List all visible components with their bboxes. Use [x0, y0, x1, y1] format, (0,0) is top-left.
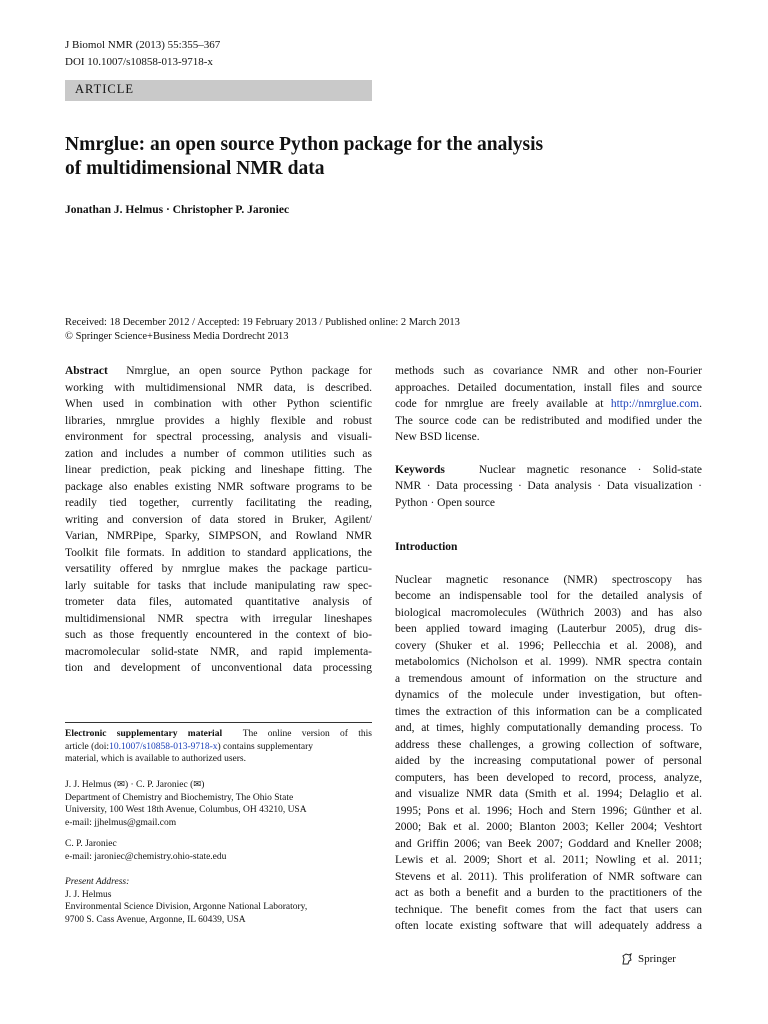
abstract-line: multidimensional NMR spectra with irregular lineshapes [65, 612, 372, 625]
abstract-line: linear prediction, peak picking and lineshape fitting. The [65, 464, 372, 476]
article-type-label: ARTICLE [75, 82, 135, 96]
introduction-heading: Introduction [395, 541, 458, 553]
article-type-bar [65, 80, 372, 101]
intro-line: biological macromolecules (Wüthrich 2003) and has also [395, 606, 702, 619]
intro-line: 1995; Pons et al. 1996; Hoch and Stern 1996; Günther et al. [395, 804, 702, 817]
intro-line: and, at times, highly computationally demanding process. To [395, 722, 702, 734]
intro-line: 2000; Bak et al. 2000; Blanton 2003; Keller 2004; Veshtort [395, 821, 702, 833]
keywords-line: NMR · Data processing · Data analysis · Data visualization · [395, 480, 702, 492]
abstract-line: When used in combination with other Python scientific [65, 398, 372, 410]
dates-line: Received: 18 December 2012 / Accepted: 19 February 2013 / Published online: 2 March 2013 [65, 317, 460, 328]
abstract-line: environment for spectral processing, analysis and visuali- [65, 431, 372, 443]
intro-line: act as both a benefit and a burden to the practitioners of the [395, 887, 702, 899]
abstract-line: readily tied together, currently facilitating the reading, [65, 497, 372, 509]
abstract-line: writing and conversion of data stored in Bruker, Agilent/ [65, 513, 372, 526]
intro-line: dynamics of the molecule under investigation, but often- [395, 689, 702, 701]
intro-line: metabolomics (Nicholson et al. 1999). NMR spectra contain [395, 656, 702, 668]
intro-line: and Griffin 2006; van Beek 2007; Goddard and Kneller 2008; [395, 837, 702, 850]
abstract-line: methods such as covariance NMR and other non-Fourier [395, 365, 702, 377]
journal-citation: J Biomol NMR (2013) 55:355–367 [65, 39, 221, 51]
intro-line: Lewis et al. 2009; Short et al. 2011; Nowling et al. 2011; [395, 854, 702, 866]
intro-line: a tremendous amount of information on the structure and [395, 672, 702, 685]
abstract-line: trometer data files, automated quantitative analysis of [65, 596, 372, 608]
copyright-line: © Springer Science+Business Media Dordrecht 2013 [65, 331, 289, 342]
keywords-line: Python · Open source [395, 496, 495, 509]
intro-line: become an indispensable tool for the detailed analysis of [395, 590, 702, 602]
intro-line: covery (Shuker et al. 1996; Pellecchia et al. 2008), and [395, 639, 702, 652]
publication-dates [65, 316, 460, 344]
author-list: Jonathan J. Helmus · Christopher P. Jaroniec [65, 204, 290, 216]
abstract-line: tion and development of unconventional data processing [65, 662, 372, 674]
abstract-line: working with multidimensional NMR data, is described. [65, 381, 372, 394]
abstract-line: larly suitable for tasks that include manipulating raw spec- [65, 579, 372, 592]
keywords-label: Keywords [395, 463, 445, 476]
intro-line: Stevens et al. 2011). This proliferation of NMR software can [395, 870, 702, 883]
intro-line: technique. The benefit comes from the fact that users can [395, 903, 702, 916]
abstract-line: such as those frequently encountered in the context of bio- [65, 629, 372, 641]
abstract-line: Abstract Nmrglue, an open source Python package for [65, 365, 372, 377]
present-address-note: Present Address: J. J. Helmus Environmental Science Division, Argonne National Laboratory, 9700 S. Cass Avenue, Argonne, IL 60439, USA [65, 877, 308, 925]
intro-line: times the extraction of this information can be a complicated [395, 705, 702, 718]
abstract-line: approaches. Detailed documentation, install files and source [395, 381, 702, 394]
publisher-name: Springer [638, 953, 676, 965]
springer-horse-icon [620, 952, 634, 966]
abstract-section [65, 363, 372, 677]
email-link[interactable]: e-mail: jaroniec@chemistry.ohio-state.edu [65, 851, 227, 862]
abstract-label: Abstract [65, 365, 108, 377]
esm-note: Electronic supplementary material The online version of this article (doi:10.1007/s10858-013-9718-x) contains supplementary material, which is available to authorized users. [65, 729, 372, 764]
esm-label: Electronic supplementary material [65, 729, 223, 739]
right-column [395, 363, 702, 935]
abstract-line: package also enables existing NMR software programs to be [65, 480, 372, 493]
abstract-line: Varian, NMRPipe, Sparky, SIMPSON, and Rowland NMR [65, 530, 372, 542]
abstract-line: The source code can be redistributed and modified under the [395, 414, 702, 427]
footnote-divider [65, 722, 372, 723]
abstract-line: Toolkit file formats. In addition to standard applications, the [65, 546, 372, 559]
nmrglue-link[interactable]: http://nmrglue.com [610, 398, 700, 410]
abstract-line: macromolecular solid-state NMR, and rapid implementa- [65, 645, 372, 658]
abstract-line: code for nmrglue are freely available at http://nmrglue.com. [395, 398, 702, 410]
intro-line: been applied toward imaging (Lauterbur 2005), drug dis- [395, 623, 702, 635]
abstract-line: New BSD license. [395, 431, 480, 443]
intro-line: often locate existing software that will adequately address a [395, 920, 702, 932]
second-author-note: C. P. Jaroniec e-mail: jaroniec@chemistry.ohio-state.edu [65, 838, 372, 863]
intro-line: computers, has been developed to record, process, analyze, [395, 771, 702, 784]
intro-line: aided by the increasing computational power of personal [395, 755, 702, 767]
doi-line: DOI 10.1007/s10858-013-9718-x [65, 56, 213, 68]
title-line: of multidimensional NMR data [65, 158, 325, 179]
intro-line: address these challenges, a growing collection of software, [395, 738, 702, 751]
keywords-line: Keywords Nuclear magnetic resonance · Solid-state [395, 463, 702, 476]
publisher-mark [620, 952, 676, 966]
title-line: Nmrglue: an open source Python package for the analysis [65, 134, 544, 155]
intro-line: Nuclear magnetic resonance (NMR) spectroscopy has [395, 573, 702, 586]
abstract-line: zation and includes a number of common utilities such as [65, 447, 372, 460]
esm-doi-link[interactable]: 10.1007/s10858-013-9718-x [109, 741, 218, 752]
paper-title [65, 133, 685, 181]
abstract-line: versatility offered by nmrglue makes the package particu- [65, 563, 372, 575]
intro-line: and visualize NMR data (Smith et al. 1994; Delaglio et al. [395, 788, 702, 800]
corresponding-authors: J. J. Helmus (✉) · C. P. Jaroniec (✉) [65, 780, 205, 790]
email-link[interactable]: e-mail: jjhelmus@gmail.com [65, 817, 177, 828]
correspondence-note: J. J. Helmus (✉) · C. P. Jaroniec (✉) Department of Chemistry and Biochemistry, The Ohio State University, 100 West 18th Avenue, Columbus, OH 43210, USA e-mail: jjhelmus@gmail.com [65, 779, 372, 829]
abstract-line: libraries, nmrglue provides a highly flexible and robust [65, 414, 372, 427]
